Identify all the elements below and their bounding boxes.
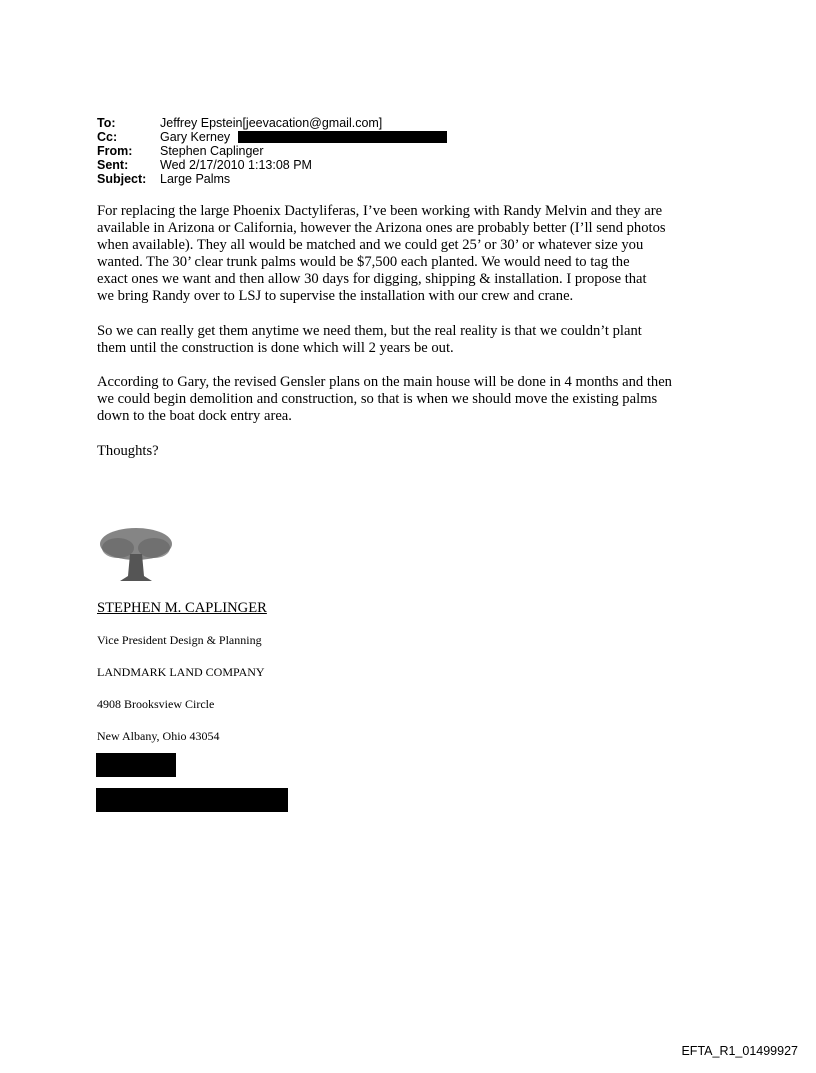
sent-label: Sent: (97, 158, 129, 172)
signature-title: Vice President Design & Planning (97, 633, 262, 647)
text-line: we could begin demolition and construction, so that is when we should move the existing palms (97, 391, 658, 407)
redaction-bar (96, 788, 288, 812)
body-paragraph-2 (97, 323, 642, 357)
redaction-bar (238, 131, 447, 143)
text-line: we bring Randy over to LSJ to supervise the installation with our crew and crane. (97, 288, 574, 304)
text-line: down to the boat dock entry area. (97, 408, 292, 424)
signature-address-1: 4908 Brooksview Circle (97, 697, 215, 711)
body-paragraph-4: Thoughts? (97, 443, 159, 459)
to-value: Jeffrey Epstein[jeevacation@gmail.com] (160, 116, 383, 130)
to-label: To: (97, 116, 116, 130)
from-label: From: (97, 144, 133, 158)
sent-value: Wed 2/17/2010 1:13:08 PM (160, 158, 312, 172)
text-line: So we can really get them anytime we need them, but the real reality is that we couldn’t plant (97, 323, 642, 339)
text-line: available in Arizona or California, however the Arizona ones are probably better (I’ll send photos (97, 220, 666, 236)
tree-logo-icon (96, 524, 176, 584)
signature-name: STEPHEN M. CAPLINGER (97, 600, 267, 616)
text-line: wanted. The 30’ clear trunk palms would be $7,500 each planted. We would need to tag the (97, 254, 630, 270)
text-line: According to Gary, the revised Gensler plans on the main house will be done in 4 months and then (97, 374, 672, 390)
redaction-bar (96, 753, 176, 777)
subject-value: Large Palms (160, 172, 231, 186)
text-line: exact ones we want and then allow 30 days for digging, shipping & installation. I propose that (97, 271, 647, 287)
document-id: EFTA_R1_01499927 (681, 1044, 798, 1058)
signature-company: LANDMARK LAND COMPANY (97, 665, 265, 679)
signature-address-2: New Albany, Ohio 43054 (97, 729, 220, 743)
text-line: when available). They all would be matched and we could get 25’ or 30’ or whatever size you (97, 237, 644, 253)
from-value: Stephen Caplinger (160, 144, 264, 158)
body-paragraph-3 (97, 374, 672, 425)
cc-label: Cc: (97, 130, 118, 144)
cc-value: Gary Kerney (160, 130, 231, 144)
text-line: For replacing the large Phoenix Dactyliferas, I’ve been working with Randy Melvin and they are (97, 203, 663, 219)
text-line: them until the construction is done which will 2 years be out. (97, 340, 454, 356)
subject-label: Subject: (97, 172, 147, 186)
body-paragraph-1 (97, 203, 666, 305)
